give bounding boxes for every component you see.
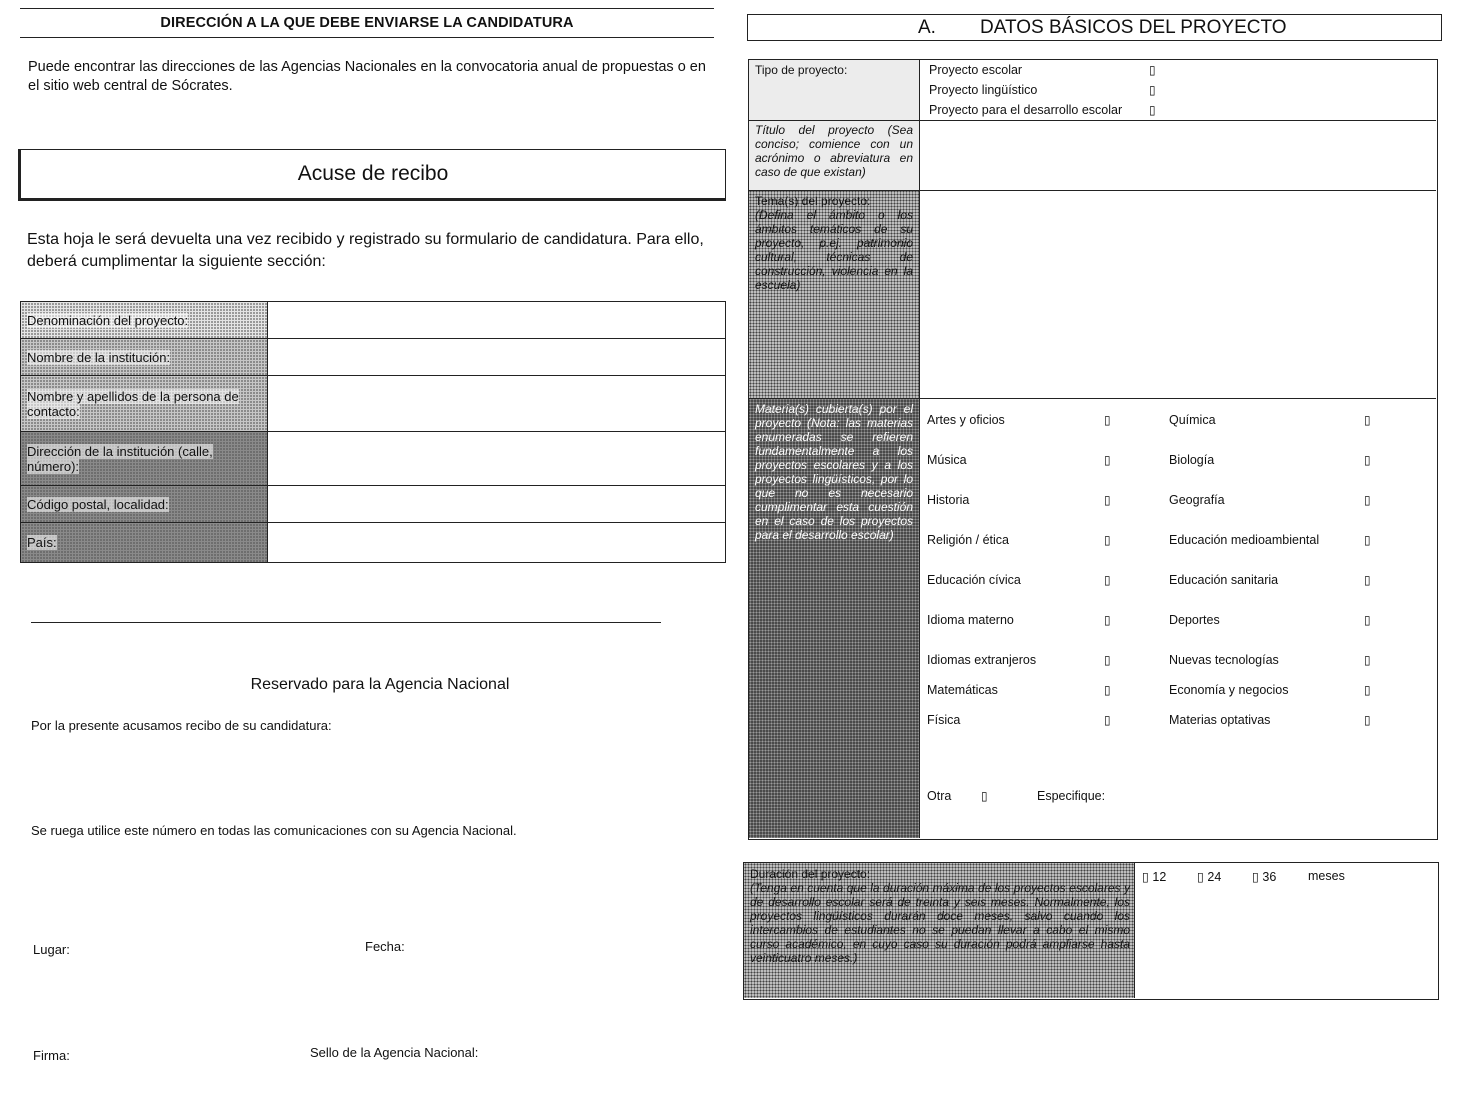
row-divider (749, 398, 1436, 399)
duration-option-24[interactable] (1197, 869, 1221, 884)
subject-option: Música (927, 453, 967, 467)
subject-option: Religión / ética (927, 533, 1009, 547)
field-label (21, 376, 268, 432)
subject-option: Economía y negocios (1169, 683, 1289, 697)
table-row (21, 432, 726, 486)
contact-details-table (20, 301, 726, 563)
checkbox-icon[interactable]: ▯ (1364, 413, 1371, 427)
column-divider (1134, 863, 1135, 998)
project-title-label: Título del proyecto (Sea conciso; comience con un acrónimo o abreviatura en caso de que existan) (755, 123, 913, 179)
section-letter: A. (918, 17, 936, 38)
checkbox-icon[interactable]: ▯ (981, 789, 988, 803)
field-label (21, 486, 268, 523)
section-a-header (747, 14, 1442, 41)
subject-option: Matemáticas (927, 683, 998, 697)
receipt-statement: Por la presente acusamos recibo de su candidatura: (31, 718, 332, 733)
reserved-section-title: Reservado para la Agencia Nacional (250, 676, 510, 693)
other-subject-label: Otra (927, 789, 952, 803)
place-label: Lugar: (33, 942, 70, 957)
subject-option: Física (927, 713, 961, 727)
checkbox-icon[interactable]: ▯ (1364, 573, 1371, 587)
agency-stamp-label: Sello de la Agencia Nacional: (310, 1045, 479, 1060)
duration-label: Duración del proyecto: (Tenga en cuenta que la duración máxima de los proyectos escolares y de desarrollo escolar será de treinta y seis meses. Normalmente, los proyectos lingüísticos durarán doce meses, salvo cuando los intercambios de estudiantes no se puedan llevar a cabo el mismo curso académico, en cuyo caso su duración podrá ampliarse hasta veinticuatro meses.) (750, 867, 1130, 965)
subject-option: Idioma materno (927, 613, 1014, 627)
specify-label: Especifique: (1037, 789, 1106, 803)
signature-label: Firma: (33, 1048, 70, 1063)
column-divider (919, 60, 920, 838)
table-row (21, 486, 726, 523)
project-type-option: Proyecto para el desarrollo escolar (929, 103, 1123, 117)
checkbox-icon[interactable]: ▯ (1104, 613, 1111, 627)
subject-option: Idiomas extranjeros (927, 653, 1037, 667)
table-row (21, 302, 726, 339)
field-label-text: País: (27, 535, 57, 550)
subject-option: Educación cívica (927, 573, 1021, 587)
project-basic-data-table (748, 59, 1438, 840)
reference-number-note: Se ruega utilice este número en todas las comunicaciones con su Agencia Nacional. (31, 823, 517, 838)
project-theme-label: Tema(s) del proyecto: (Defina el ámbito o los ámbitos temáticos de su proyecto, p.ej. patrimonio cultural, técnicas de construcción, violencia en la escuela) (755, 194, 913, 292)
checkbox-icon[interactable]: ▯ (1197, 870, 1204, 884)
duration-unit: meses (1308, 869, 1345, 883)
project-title-input[interactable] (921, 122, 1435, 189)
subject-option: Educación medioambiental (1169, 533, 1320, 547)
checkbox-icon[interactable]: ▯ (1364, 713, 1371, 727)
checkbox-icon[interactable]: ▯ (1104, 573, 1111, 587)
checkbox-icon[interactable]: ▯ (1364, 613, 1371, 627)
date-label: Fecha: (365, 939, 405, 954)
acknowledgement-title: Acuse de recibo (18, 149, 726, 201)
address-section-title: DIRECCIÓN A LA QUE DEBE ENVIARSE LA CANDIDATURA (20, 8, 714, 38)
divider (31, 622, 661, 623)
project-type-option: Proyecto lingüístico (929, 83, 1038, 97)
postcode-city-field[interactable] (268, 486, 726, 523)
country-field[interactable] (268, 523, 726, 563)
field-label-text: Denominación del proyecto: (27, 312, 189, 328)
subjects-label: Materia(s) cubierta(s) por el proyecto (Nota: las materias enumeradas se refieren fundamentalmente a los proyectos escolares y a los proyectos lingüísticos, por lo que no es necesario cumplimentar esta cuestión en el caso de los proyectos para el desarrollo escolar) (755, 402, 913, 542)
field-label (21, 432, 268, 486)
subject-option: Artes y oficios (927, 413, 1005, 427)
subject-option: Biología (1169, 453, 1215, 467)
project-type-label: Tipo de proyecto: (755, 63, 848, 77)
duration-option-12[interactable] (1142, 869, 1166, 884)
subject-option: Química (1169, 413, 1216, 427)
table-row (21, 523, 726, 563)
table-row (21, 376, 726, 432)
checkbox-icon[interactable]: ▯ (1252, 870, 1259, 884)
checkbox-icon[interactable]: ▯ (1142, 870, 1149, 884)
checkbox-icon[interactable]: ▯ (1149, 103, 1156, 117)
checkbox-icon[interactable]: ▯ (1149, 63, 1156, 77)
field-label (21, 523, 268, 563)
subject-option: Educación sanitaria (1169, 573, 1279, 587)
project-theme-input[interactable] (921, 192, 1435, 397)
field-label-text: Nombre de la institución: (27, 349, 171, 365)
duration-value: 24 (1207, 870, 1222, 884)
subject-option: Nuevas tecnologías (1169, 653, 1279, 667)
subject-option: Materias optativas (1169, 713, 1271, 727)
checkbox-icon[interactable]: ▯ (1364, 683, 1371, 697)
subject-option: Geografía (1169, 493, 1225, 507)
checkbox-icon[interactable]: ▯ (1364, 493, 1371, 507)
checkbox-icon[interactable]: ▯ (1104, 683, 1111, 697)
project-name-field[interactable] (268, 302, 726, 339)
checkbox-icon[interactable]: ▯ (1104, 493, 1111, 507)
checkbox-icon[interactable]: ▯ (1364, 653, 1371, 667)
institution-name-field[interactable] (268, 339, 726, 376)
subject-option: Historia (927, 493, 970, 507)
contact-person-field[interactable] (268, 376, 726, 432)
field-label (21, 302, 268, 339)
duration-value: 12 (1152, 870, 1167, 884)
field-label-text: Nombre y apellidos de la persona de contacto: (27, 388, 239, 419)
field-label (21, 339, 268, 376)
field-label-text: Código postal, localidad: (27, 496, 169, 512)
subject-option: Deportes (1169, 613, 1220, 627)
field-label-text: Dirección de la institución (calle, número): (27, 443, 213, 474)
acknowledgement-instructions: Esta hoja le será devuelta una vez recibido y registrado su formulario de candidatura. Para ello, deberá cumplimentar la siguiente sección: (27, 231, 704, 270)
project-duration-table (743, 862, 1439, 1000)
checkbox-icon[interactable]: ▯ (1104, 453, 1111, 467)
checkbox-icon[interactable]: ▯ (1104, 653, 1111, 667)
checkbox-icon[interactable]: ▯ (1364, 533, 1371, 547)
duration-option-36[interactable] (1252, 869, 1276, 884)
row-divider (749, 190, 1436, 191)
section-title: DATOS BÁSICOS DEL PROYECTO (980, 17, 1287, 38)
project-type-option: Proyecto escolar (929, 63, 1023, 77)
table-row (21, 339, 726, 376)
checkbox-icon[interactable]: ▯ (1104, 713, 1111, 727)
address-instructions: Puede encontrar las direcciones de las Agencias Nacionales en la convocatoria anual de propuestas o en el sitio web central de Sócrates. (28, 59, 706, 94)
row-divider (749, 120, 1436, 121)
checkbox-icon[interactable]: ▯ (1104, 413, 1111, 427)
checkbox-icon[interactable]: ▯ (1104, 533, 1111, 547)
checkbox-icon[interactable]: ▯ (1364, 453, 1371, 467)
duration-value: 36 (1262, 870, 1277, 884)
institution-address-field[interactable] (268, 432, 726, 486)
checkbox-icon[interactable]: ▯ (1149, 83, 1156, 97)
